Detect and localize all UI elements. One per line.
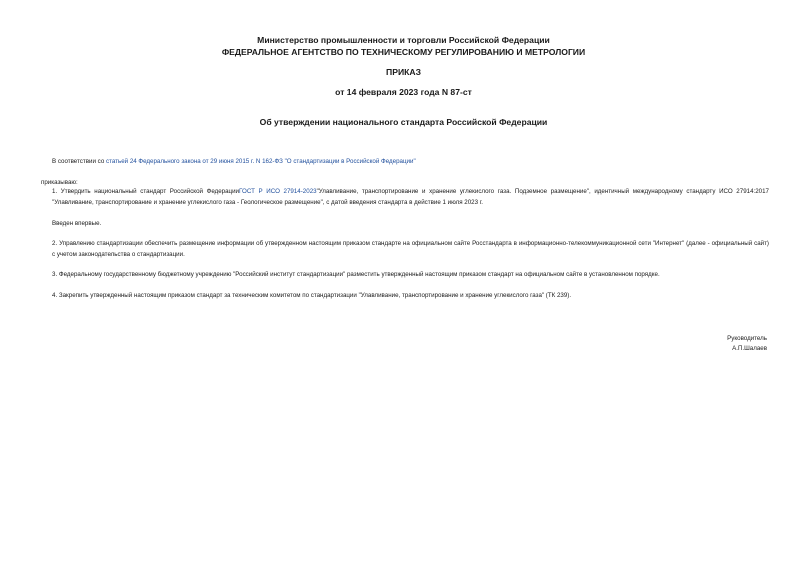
preamble-prefix: В соответствии со (52, 158, 106, 165)
signature-name: А.П.Шалаев (732, 345, 767, 352)
federal-law-link[interactable]: статьей 24 Федерального закона от 29 июня 2015 г. N 162-ФЗ "О стандартизации в Российской Федерации" (105, 158, 416, 165)
item-1-note: Введен впервые. (52, 220, 102, 227)
preamble-paragraph (52, 156, 769, 167)
item-1-suffix: "Улавливание, транспортирование и хранение углекислого газа. Подземное размещение", идентичный международному стандарту ИСО 27914:2017 "Улавливание, транспортирование и хранение углекислого газа - Геологическое размещение", с датой введения стандарта в действие 1 июля 2023 г. (52, 188, 769, 206)
item-1-paragraph (52, 186, 769, 208)
agency-heading: ФЕДЕРАЛЬНОЕ АГЕНТСТВО ПО ТЕХНИЧЕСКОМУ РЕГУЛИРОВАНИЮ И МЕТРОЛОГИИ (221, 47, 586, 57)
gost-link[interactable]: ГОСТ Р ИСО 27914-2023 (239, 188, 317, 195)
date-number-heading: от 14 февраля 2023 года N 87-ст (335, 87, 472, 97)
signature-role: Руководитель (727, 335, 767, 342)
item-1-prefix: 1. Утвердить национальный стандарт Российской Федерации (52, 188, 240, 195)
subject-heading: Об утверждении национального стандарта Российской Федерации (259, 117, 548, 127)
ministry-heading: Министерство промышленности и торговли Российской Федерации (257, 35, 550, 45)
item-3-paragraph: 3. Федеральному государственному бюджетному учреждению "Российский институт стандартизации" разместить утвержденный настоящим приказом стандарт на официальном сайте в установленном порядке. (52, 271, 660, 278)
item-2-paragraph: 2. Управлению стандартизации обеспечить размещение информации об утвержденном настоящим приказом стандарте на официальном сайте Росстандарта в информационно-телекоммуникационной сети "Интернет" (далее - официальный сайт) с учетом законодательства о стандартизации. (52, 240, 769, 258)
document-type-heading: ПРИКАЗ (386, 67, 421, 77)
item-4-paragraph: 4. Закрепить утвержденный настоящим приказом стандарт за техническим комитетом по стандартизации "Улавливание, транспортирование и хранение углекислого газа" (ТК 239). (52, 292, 572, 299)
orders-word: приказываю: (41, 179, 78, 186)
